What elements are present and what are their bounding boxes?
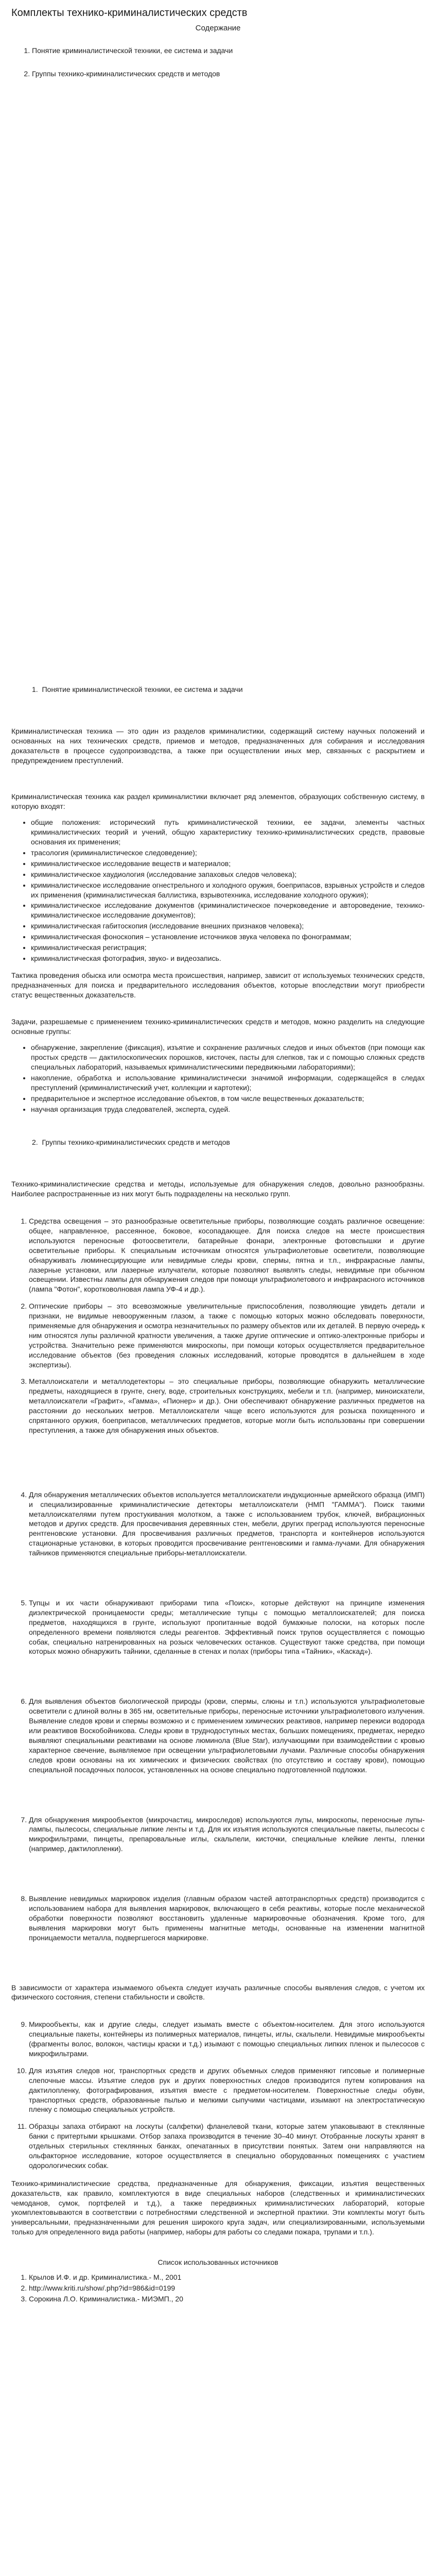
list-item: • криминалистическое исследование веществ и материалов; bbox=[31, 859, 425, 869]
list-item: 5. Тупцы и их части обнаруживают приборами типа «Поиск», которые действуют на принципе изменения диэлектрической проницаемости среды; металлические тупцы с помощью металлоискателей; для поиска предметов, находящихся в грунте, используют пропитанные водой бумажные полоски, на которых после определенного времени появляются следы реагентов. Эффективный поиск трупов осуществляется с помощью собак, специально натренированных на розыск человеческих останков. Существуют также средства, при помощи которых можно обнаружить тайники, сделанные в стенах и полах (приборы типа «Тайник», «Каскад»). bbox=[29, 1598, 425, 1656]
list-item: • криминалистическая фоноскопия – установление источников звука человека по фонограммам; bbox=[31, 932, 425, 942]
list-item: 1. Средства освещения – это разнообразные осветительные приборы, позволяющие создать различное освещение: общее, направленное, рассеянное, боковое, косопадающее. Для поиска следов на месте происшествия используются переносные фотоосветители, батарейные фонари, электронные фотовспышки и другие осветительные приборы. К специальным источникам относятся ультрафиолетовые осветители, позволяющие обнаруживать люминесцирующие или невидимые следы крови, спермы, пятна и т.п., инфракрасные лампы, лазерные установки, или лазерные излучатели, которые позволяют выявлять следы, невидимые при обычном освещении. Известны лампы для обнаружения следов при помощи ультрафиолетового и инфракрасного источников (лампа "Фотон", коротковолновая лампа УФ-4 и др.). bbox=[29, 1216, 425, 1294]
paragraph: Технико-криминалистические средства, предназначенные для обнаружения, фиксации, изъятия вещественных доказательств, как правило, комплектуются в виде специальных наборов (следственных и криминалистических чемоданов, сумок, портфелей и т.д.), а также передвижных криминалистических лабораторий, которые укомплектовываются в соответствии с потребностями следственной и экспертной практики. Эти комплекты могут быть универсальными, предназначенными для решения широкого круга задач, или специализированными, используемыми только для определенного вида работы (например, наборы для работы со следами пожара, трупами и т.п.). bbox=[11, 2179, 425, 2236]
list-item: • предварительное и экспертное исследование объектов, в том числе вещественных доказательств; bbox=[31, 1094, 425, 1104]
reference-item[interactable]: 2. http://www.kriti.ru/show/.php?id=986&id=0199 bbox=[29, 2283, 425, 2293]
list-item: • обнаружение, закрепление (фиксация), изъятие и сохранение различных следов и иных объектов (при помощи как простых средств — дактилоскопических порошков, кисточек, пасты для слепков, так и с помощью сложных средств специальных лабораторий, называемых криминалистическими передвижными лабораториями); bbox=[31, 1043, 425, 1072]
spacer bbox=[11, 2008, 425, 2020]
paragraph: Задачи, разрешаемые с применением технико-криминалистических средств и методов, можно разделить на следующие основные группы: bbox=[11, 1018, 425, 1036]
spacer bbox=[11, 1006, 425, 1017]
paragraph: Криминалистическая техника как раздел криминалистики включает ряд элементов, образующих собственную систему, в которую входят: bbox=[11, 792, 425, 811]
reference-item: 1. Крылов И.Ф. и др. Криминалистика.- М., 2001 bbox=[29, 2273, 425, 2282]
groups-list-continued bbox=[11, 1490, 425, 1943]
spacer bbox=[11, 771, 425, 792]
table-of-contents bbox=[11, 46, 425, 79]
toc-item-2[interactable]: 2. Группы технико-криминалистических средств и методов bbox=[32, 69, 425, 79]
list-item: 11. Образцы запаха отбирают на лоскуты (салфетки) фланелевой ткани, которые затем упаковывают в стеклянные банки с притертыми крышками. Отбор запаха производится в течение 30–40 минут. Отобранные лоскуты хранят в отдельных стерильных стеклянных банках, опечатанных в присутствии понятых. Затем они направляются на ольфакторное исследование, которое осуществляется в специально оборудованных помещениях с участием одорологических собак. bbox=[29, 2122, 425, 2170]
section-2-title: Группы технико-криминалистических средств и методов bbox=[42, 1138, 230, 1147]
toc-item-1[interactable]: 1. Понятие криминалистической техники, ее система и задачи bbox=[32, 46, 425, 56]
list-item: 10. Для изъятия следов ног, транспортных средств и других объемных следов применяют гипсовые и полимерные слепочные массы. Изъятие следов рук и других поверхностных следов производится путем копирования на дактилопленку, фотографирования, изъятия вместе с предметом-носителем. Поверхностные следы обуви, транспортных средств, образованные пылью и мелкими сыпучими частицами, изымают на электростатическую пленку с помощью специальных устройств. bbox=[29, 2066, 425, 2114]
list-item: 8. Выявление невидимых маркировок изделия (главным образом частей автотранспортных средств) производится с использованием набора для выявления маркировок, включающего в себя реактивы, которые после механической обработки поверхности позволяют восстановить удаленные маркировочные обозначения. Кроме того, для выявления маркировки могут быть применены магнитные методы, основанные на изменении магнитной проницаемости металла, подвергшегося маркировке. bbox=[29, 1894, 425, 1942]
spacer bbox=[11, 1205, 425, 1216]
tasks-list bbox=[11, 1043, 425, 1114]
list-item: • криминалистическая габитоскопия (исследование внешних признаков человека); bbox=[31, 921, 425, 931]
list-item: • криминалистическое исследование документов (криминалистическое почерковедение и автороведение, технико-криминалистическое исследование документов); bbox=[31, 901, 425, 920]
list-item: • научная организация труда следователей, эксперта, судей. bbox=[31, 1105, 425, 1114]
blank-area bbox=[11, 92, 425, 685]
list-item: 4. Для обнаружения металлических объектов используется металлоискатели индукционные армейского образца (ИМП) и специализированные криминалистические детекторы металлоискатели (НМП "ГАММА"). Поиск такими металлоискателями путем простукивания молотком, а также с использованием трубок, ключей, вибрационных методов и других средств. Для просвечивания деревянных стен, мебели, других преград используются переносные рентгеновские установки. Для просвечивания различных предметов, транспорта и контейнеров используются стационарные установки, в которых проводится просвечивание рентгеновскими и гамма-лучами. Для обнаружения тайников применяются специальные приборы-металлоискатели. bbox=[29, 1490, 425, 1558]
paragraph: Технико-криминалистические средства и методы, используемые для обнаружения следов, довольно разнообразны. Наиболее распространенные из них могут быть подразделены на несколько групп. bbox=[11, 1180, 425, 1198]
list-item: • криминалистическое хаудиология (исследование запаховых следов человека); bbox=[31, 870, 425, 879]
spacer bbox=[11, 1444, 425, 1490]
list-item: 2. Оптические приборы – это всевозможные увеличительные приспособления, позволяющие увидеть детали и признаки, не видимые невооруженным глазом, а также с помощью которых можно обследовать поверхности, применяемые для обнаружения и осмотра незначительных по размеру объектов или их деталей. В первую очередь к ним относятся лупы различной кратности увеличения, а также другие оптические и оптико-электронные приборы и устройства. Значительно реже применяются микроскопы, при помощи которых осуществляется предварительное исследование объектов (без проведения сложных исследований, которые проводятся в дальнейшем в ходе экспертизы). bbox=[29, 1301, 425, 1369]
groups-list-final bbox=[11, 2020, 425, 2170]
list-item: • накопление, обработка и использование криминалистически значимой информации, содержащейся в следах преступлений (криминалистический учет, коллекции и картотеки); bbox=[31, 1073, 425, 1093]
section-1-title: Понятие криминалистической техники, ее система и задачи bbox=[42, 685, 243, 694]
section-1-heading: 1. Понятие криминалистической техники, ее система и задачи bbox=[32, 685, 243, 694]
system-elements-list bbox=[11, 818, 425, 963]
paragraph: Тактика проведения обыска или осмотра места происшествия, например, зависит от используемых технических средств, предназначенных для поиска и предварительного исследования объектов, которые впоследствии могут приобрести статус вещественных доказательств. bbox=[11, 971, 425, 999]
list-item: 7. Для обнаружения микрообъектов (микрочастиц, микроследов) используются лупы, микроскопы, переносные лупы-лампы, пылесосы, специальные липкие ленты и т.д. Для их изъятия используются специальные пакеты, пылесосы с микрофильтрами, пинцеты, препаровальные иглы, скальпели, кисточки, специальные клейкие ленты, пленки (например, дактилопленки). bbox=[29, 1815, 425, 1854]
list-item: 6. Для выявления объектов биологической природы (крови, спермы, слюны и т.п.) используются ультрафиолетовые осветители с длиной волны в 365 нм, осветительные приборы, переносные источники ультрафиолетового излучения. Выявление следов крови и спермы возможно и с применением химических реактивов, например перекиси водорода или реактивов Воскобойникова. Следы крови в труднодоступных местах, больших помещениях, предметах, нередко выявляют специальными реактивами на основе люминола (Blue Star), излучающими при взаимодействии с кровью характерное свечение, выявляемое при освещении ультрафиолетовыми лучами. Различные способы обнаружения следов крови основаны на их химических и физических свойствах (по отсутствию и составу крови), помощью специальной посадочных полосок, установленных на основе специально подготовленной подложки. bbox=[29, 1697, 425, 1774]
references-title: Список использованных источников bbox=[158, 2258, 278, 2267]
list-item: • общие положения: исторический путь криминалистической техники, ее задачи, элементы частных криминалистических теорий и учений, общую характеристику технико-криминалистических средств, правовые основания их применения; bbox=[31, 818, 425, 847]
list-item: 9. Микрообъекты, как и другие следы, следует изымать вместе с объектом-носителем. Для этого используются специальные пакеты, контейнеры из полимерных материалов, пинцеты, иглы, скальпели. Невидимые микрообъекты (фрагменты волос, волокон, частицы краски и т.д.) изымают с помощью специальных липких пленок и пылесосов с микрофильтрами. bbox=[29, 2020, 425, 2059]
groups-list bbox=[11, 1216, 425, 1435]
list-item: 3. Металлоискатели и металлодетекторы – это специальные приборы, позволяющие обнаружить металлические предметы, находящиеся в грунте, снегу, воде, строительных конструкциях, мебели и т.п. (например, миноискатели, металлоискатели «Графит», «Гамма», «Пионер» и др.). Они обеспечивают обнаружение различных предметов на расстоянии до нескольких метров. Металлоискатели чаще всего используются для розыска похищенного и спрятанного оружия, боеприпасов, металлических предметов, которые могли быть использованы при совершении преступления, а также для обнаружения иных объектов. bbox=[29, 1377, 425, 1435]
list-item: • криминалистическое исследование огнестрельного и холодного оружия, боеприпасов, взрывных устройств и следов их применения (криминалистическая баллистика, взрывотехника, исследование холодного оружия); bbox=[31, 880, 425, 900]
list-item: • трасология (криминалистическое следоведение); bbox=[31, 848, 425, 858]
toc-heading: Содержание bbox=[195, 24, 241, 32]
list-item: • криминалистическая фотография, звуко- и видеозапись. bbox=[31, 954, 425, 963]
section-2-heading: 2. Группы технико-криминалистических средств и методов bbox=[32, 1138, 230, 1147]
references-list bbox=[11, 2273, 425, 2304]
list-item: • криминалистическая регистрация; bbox=[31, 943, 425, 953]
document-title: Комплекты технико-криминалистических средств bbox=[11, 7, 248, 19]
reference-item: 3. Сорокина Л.О. Криминалистика.- МИЭМП., 20 bbox=[29, 2294, 425, 2304]
paragraph: Криминалистическая техника — это один из разделов криминалистики, содержащий систему научных положений и основанных на них технических средств, приемов и методов, предназначенных для собирания и исследования доказательств в процессе судопроизводства, а также при осуществлении иных мер, связанных с раскрытием и предупреждением преступлений. bbox=[11, 726, 425, 765]
paragraph: В зависимости от характера изымаемого объекта следует изучать различные способы выявления следов, с учетом их физического состояния, степени стабильности и свойств. bbox=[11, 1983, 425, 2002]
